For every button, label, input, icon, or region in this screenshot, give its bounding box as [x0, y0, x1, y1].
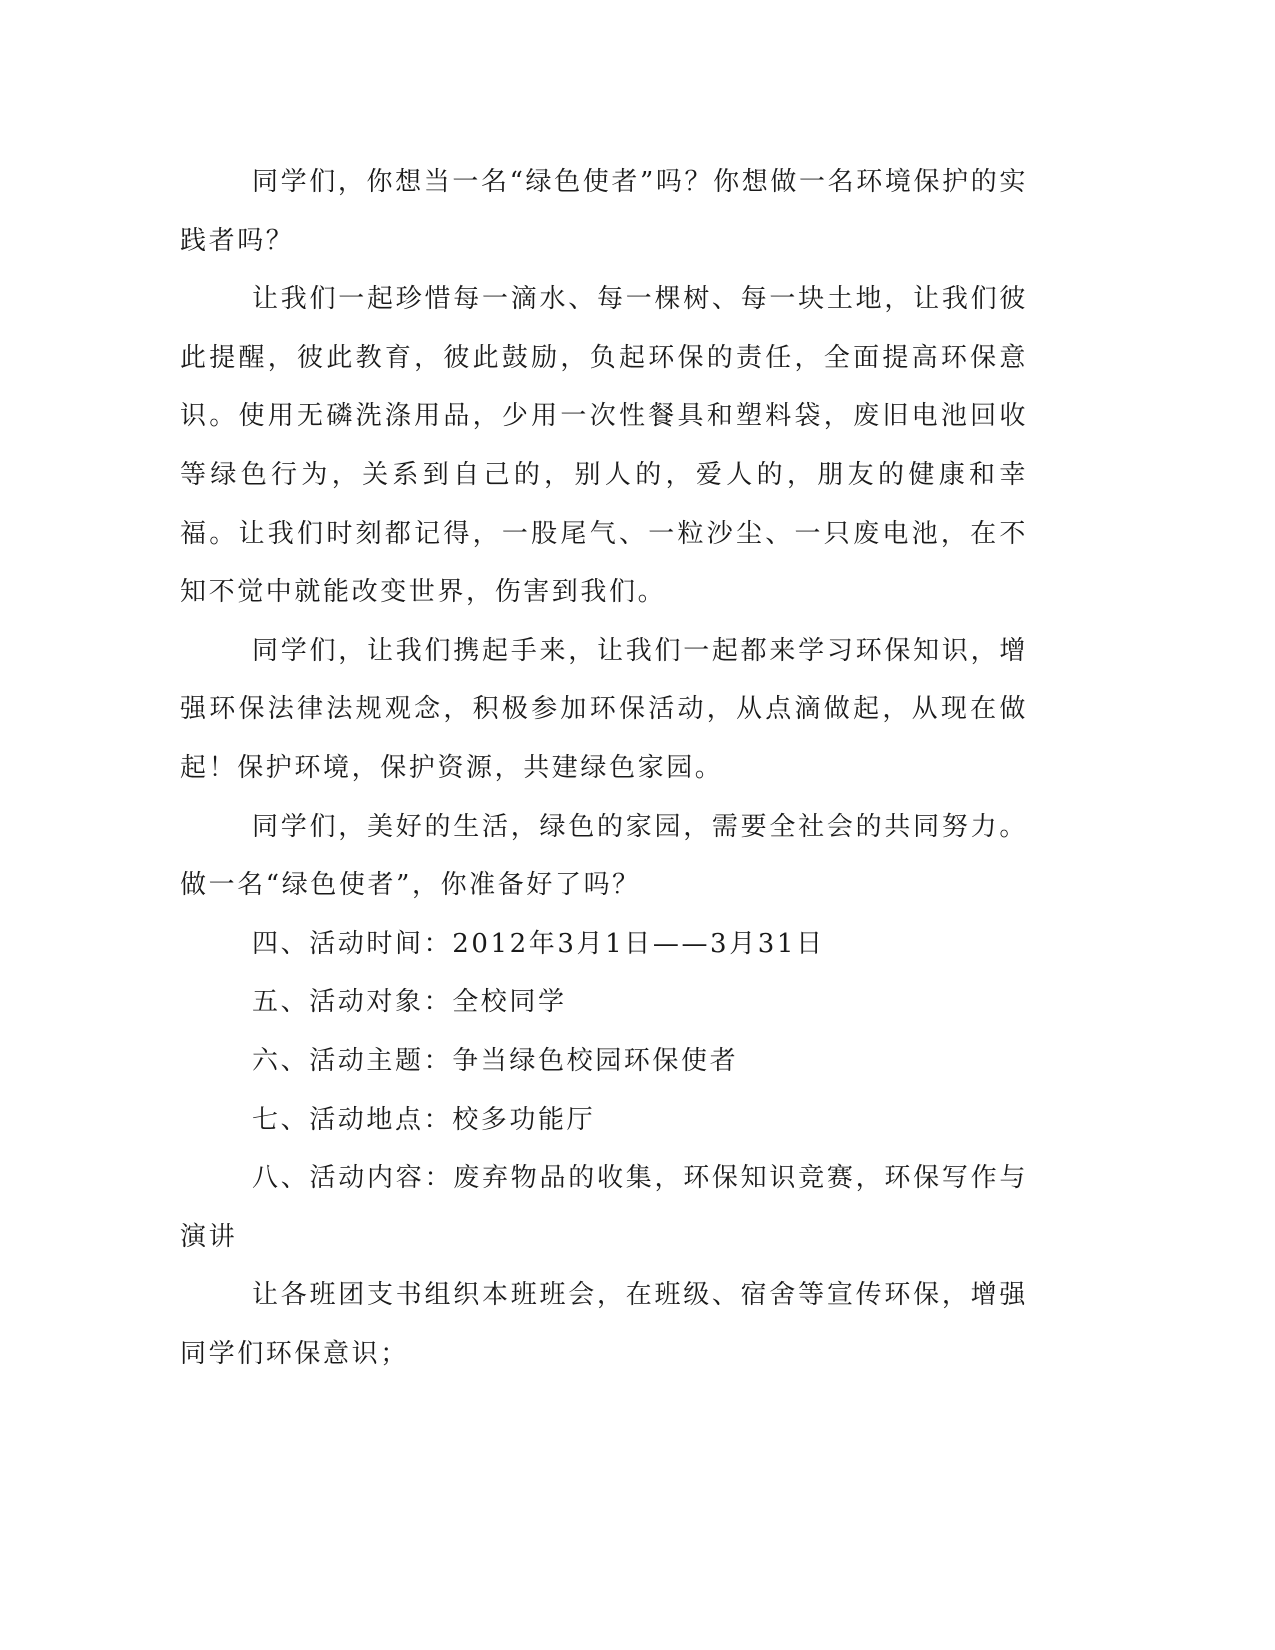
paragraph-class-meeting: 让各班团支书组织本班班会，在班级、宿舍等宣传环保，增强同学们环保意识；	[180, 1280, 1028, 1369]
activity-audience: 五、活动对象：全校同学	[252, 987, 567, 1018]
activity-time: 四、活动时间：2012年3月1日——3月31日	[252, 928, 825, 959]
activity-content: 八、活动内容：废弃物品的收集，环保知识竞赛，环保写作与演讲	[180, 1163, 1028, 1252]
paragraph-join-hands: 同学们，让我们携起手来，让我们一起都来学习环保知识，增强环保法律法规观念，积极参加环保活动，从点滴做起，从现在做起！保护环境，保护资源，共建绿色家园。	[180, 635, 1028, 783]
activity-location: 七、活动地点：校多功能厅	[252, 1104, 596, 1135]
document-body	[180, 153, 1028, 1383]
paragraph-cherish-resources: 让我们一起珍惜每一滴水、每一棵树、每一块土地，让我们彼此提醒，彼此教育，彼此鼓励，负起环保的责任，全面提高环保意识。使用无磷洗涤用品，少用一次性餐具和塑料袋，废旧电池回收等绿色行为，关系到自己的，别人的，爱人的，朋友的健康和幸福。让我们时刻都记得，一股尾气、一粒沙尘、一只废电池，在不知不觉中就能改变世界，伤害到我们。	[180, 284, 1028, 608]
activity-theme: 六、活动主题：争当绿色校园环保使者	[252, 1045, 739, 1076]
paragraph-green-envoy-question: 同学们，你想当一名“绿色使者”吗？你想做一名环境保护的实践者吗？	[180, 167, 1028, 256]
paragraph-are-you-ready: 同学们，美好的生活，绿色的家园，需要全社会的共同努力。做一名“绿色使者”，你准备好了吗？	[180, 811, 1028, 901]
